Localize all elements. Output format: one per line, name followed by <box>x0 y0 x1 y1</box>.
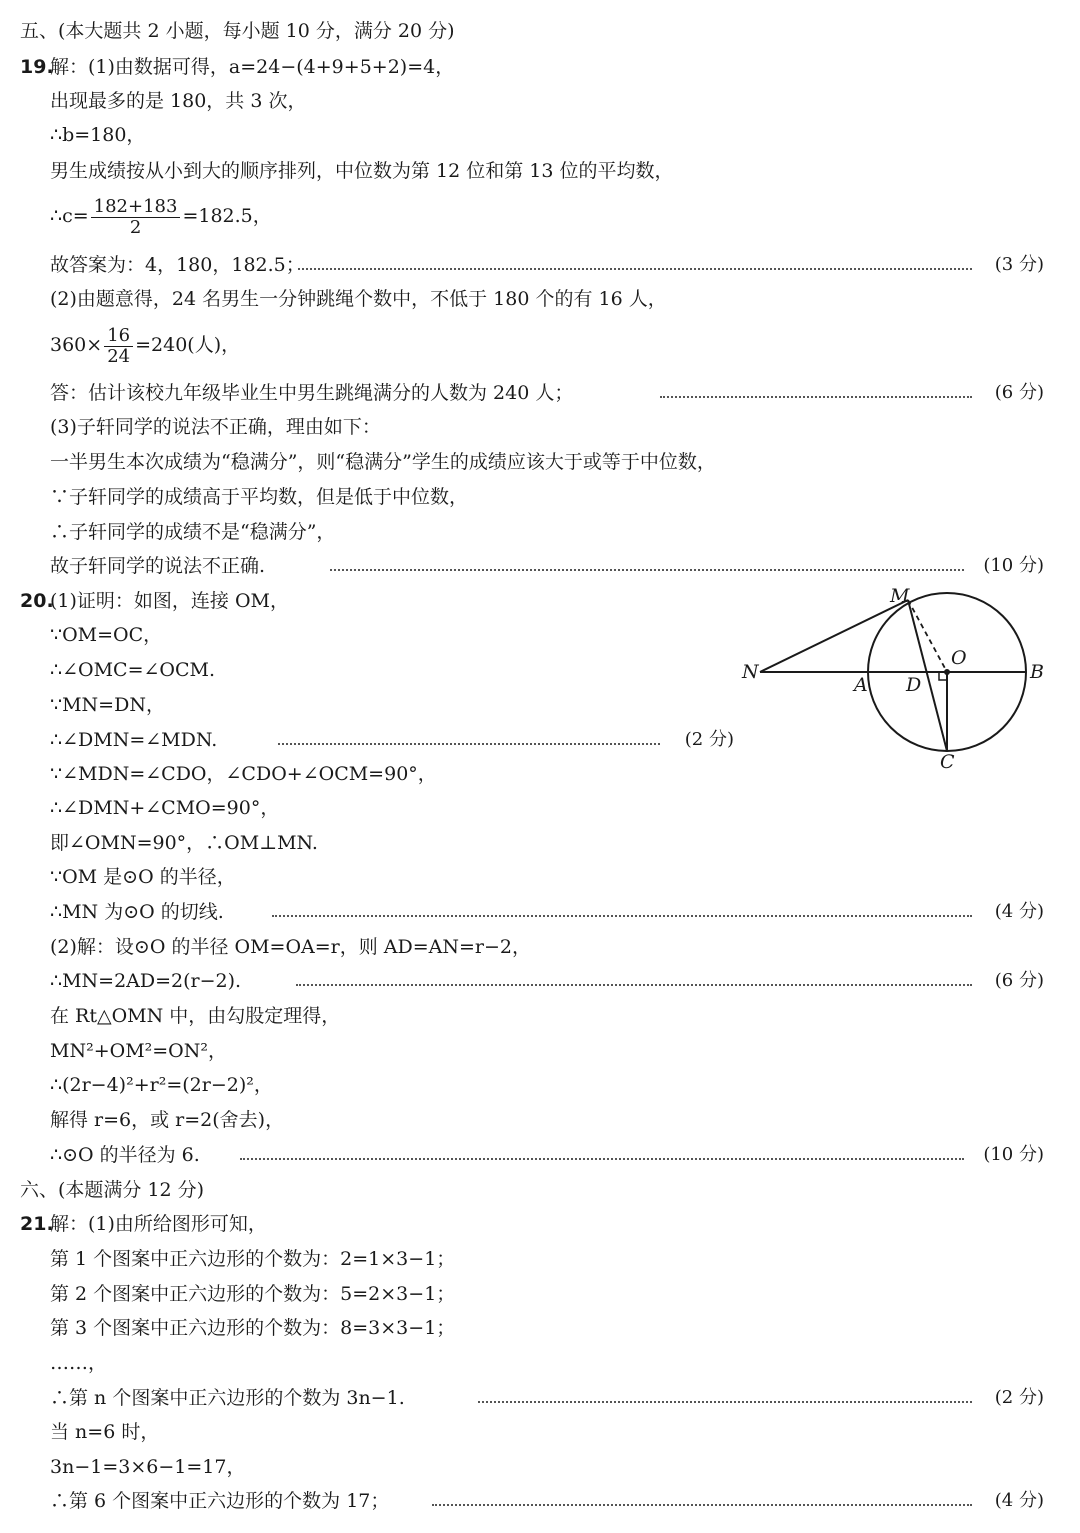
q21-line-1: 21. 解：(1)由所给图形可知， <box>0 1209 1080 1239</box>
label-n: N <box>742 661 759 683</box>
dotted-leader <box>478 1383 972 1403</box>
q20-line-5: ∴∠DMN=∠MDN. (2 分) <box>0 725 1080 755</box>
section-6-header: 六、(本题满分 12 分) <box>20 1179 205 1201</box>
q19-line-6: 故答案为：4，180，182.5； (3 分) <box>0 250 1080 280</box>
q20-line-7: ∴∠DMN+∠CMO=90°， <box>50 797 280 819</box>
q19-line-8: 360× $\frac{16}{24}$ =240(人)， <box>50 324 241 367</box>
q19-line-14: 故子轩同学的说法不正确. (10 分) <box>0 551 1080 581</box>
score-mark: (10 分) <box>983 555 1044 576</box>
label-a: A <box>854 674 868 696</box>
q20-line-15: ∴(2r−4)²+r²=(2r−2)²， <box>50 1074 273 1096</box>
q20-line-13: 在 Rt△OMN 中，由勾股定理得， <box>50 1005 341 1027</box>
q20-line-12: ∴MN=2AD=2(r−2). (6 分) <box>0 966 1080 996</box>
dotted-leader <box>278 725 660 745</box>
dotted-leader <box>432 1486 972 1506</box>
score-mark: (6 分) <box>994 382 1044 403</box>
q21-line-6: ∴第 n 个图案中正六边形的个数为 3n−1. (2 分) <box>0 1383 1080 1413</box>
fraction: $\frac{16}{24}$ <box>104 326 133 367</box>
score-mark: (2 分) <box>684 729 734 750</box>
fraction: $\frac{182+183}{2}$ <box>91 197 181 238</box>
dashed-om <box>908 600 947 672</box>
q20-line-9: ∵OM 是⊙O 的半径， <box>50 866 236 888</box>
label-d: D <box>906 674 922 696</box>
q20-number: 20. <box>20 590 54 612</box>
q21-line-8: 3n−1=3×6−1=17， <box>50 1456 246 1478</box>
q19-line-7: (2)由题意得，24 名男生一分钟跳绳个数中，不低于 180 个的有 16 人， <box>50 288 667 310</box>
dotted-leader <box>240 1140 964 1160</box>
section-5-header: 五、(本大题共 2 小题，每小题 10 分，满分 20 分) <box>20 20 455 42</box>
dotted-leader <box>298 250 972 270</box>
q19-line-13: ∴子轩同学的成绩不是“稳满分”， <box>50 521 336 543</box>
q20-line-16: 解得 r=6，或 r=2(舍去)， <box>50 1109 285 1131</box>
circle-tangent-figure <box>730 578 1060 778</box>
q20-line-17: ∴⊙O 的半径为 6. (10 分) <box>0 1140 1080 1170</box>
dotted-leader <box>330 551 964 571</box>
q19-line-5: ∴c= $\frac{182+183}{2}$ =182.5， <box>50 195 272 238</box>
label-o: O <box>951 647 967 669</box>
q21-line-2: 第 1 个图案中正六边形的个数为：2=1×3−1； <box>50 1248 456 1270</box>
dotted-leader <box>296 966 972 986</box>
q20-line-6: ∵∠MDN=∠CDO，∠CDO+∠OCM=90°， <box>50 763 437 785</box>
score-mark: (10 分) <box>983 1144 1044 1165</box>
q19-line-9: 答：估计该校九年级毕业生中男生跳绳满分的人数为 240 人； (6 分) <box>0 378 1080 408</box>
q20-line-10: ∴MN 为⊙O 的切线. (4 分) <box>0 897 1080 927</box>
q21-line-5: ……， <box>50 1352 108 1374</box>
q20-line-3: ∴∠OMC=∠OCM. <box>50 659 216 681</box>
center-point <box>944 669 950 675</box>
q19-line-10: (3)子轩同学的说法不正确，理由如下： <box>50 416 381 438</box>
score-mark: (4 分) <box>994 901 1044 922</box>
q19-number: 19. <box>20 56 54 78</box>
label-m: M <box>890 585 910 607</box>
q20-line-1: 20. (1)证明：如图，连接 OM， <box>0 586 1080 616</box>
label-c: C <box>940 751 955 773</box>
q20-line-2: ∵OM=OC， <box>50 624 163 646</box>
dotted-leader <box>272 897 972 917</box>
score-mark: (3 分) <box>994 254 1044 275</box>
dotted-leader <box>660 378 972 398</box>
q19-line-12: ∵子轩同学的成绩高于平均数，但是低于中位数， <box>50 486 469 508</box>
q21-line-4: 第 3 个图案中正六边形的个数为：8=3×3−1； <box>50 1317 456 1339</box>
q21-line-3: 第 2 个图案中正六边形的个数为：5=2×3−1； <box>50 1283 456 1305</box>
q21-line-9: ∴第 6 个图案中正六边形的个数为 17； (4 分) <box>0 1486 1080 1516</box>
q19-line-1: 19. 解：(1)由数据可得，a=24−(4+9+5+2)=4， <box>0 52 1080 82</box>
q20-line-8: 即∠OMN=90°，∴OM⊥MN. <box>50 832 318 854</box>
q19-line-2: 出现最多的是 180，共 3 次， <box>50 90 307 112</box>
score-mark: (4 分) <box>994 1490 1044 1511</box>
q21-line-7: 当 n=6 时， <box>50 1421 160 1443</box>
q19-line-11: 一半男生本次成绩为“稳满分”，则“稳满分”学生的成绩应该大于或等于中位数， <box>50 451 716 473</box>
label-b: B <box>1030 661 1044 683</box>
q20-line-4: ∵MN=DN， <box>50 694 165 716</box>
q19-line-4: 男生成绩按从小到大的顺序排列，中位数为第 12 位和第 13 位的平均数， <box>50 160 674 182</box>
score-mark: (2 分) <box>994 1387 1044 1408</box>
q19-line-3: ∴b=180， <box>50 124 146 146</box>
q20-line-14: MN²+OM²=ON²， <box>50 1040 228 1062</box>
tangent-mn <box>760 600 908 672</box>
q20-line-11: (2)解：设⊙O 的半径 OM=OA=r，则 AD=AN=r−2， <box>50 936 532 958</box>
q21-number: 21. <box>20 1213 54 1235</box>
score-mark: (6 分) <box>994 970 1044 991</box>
